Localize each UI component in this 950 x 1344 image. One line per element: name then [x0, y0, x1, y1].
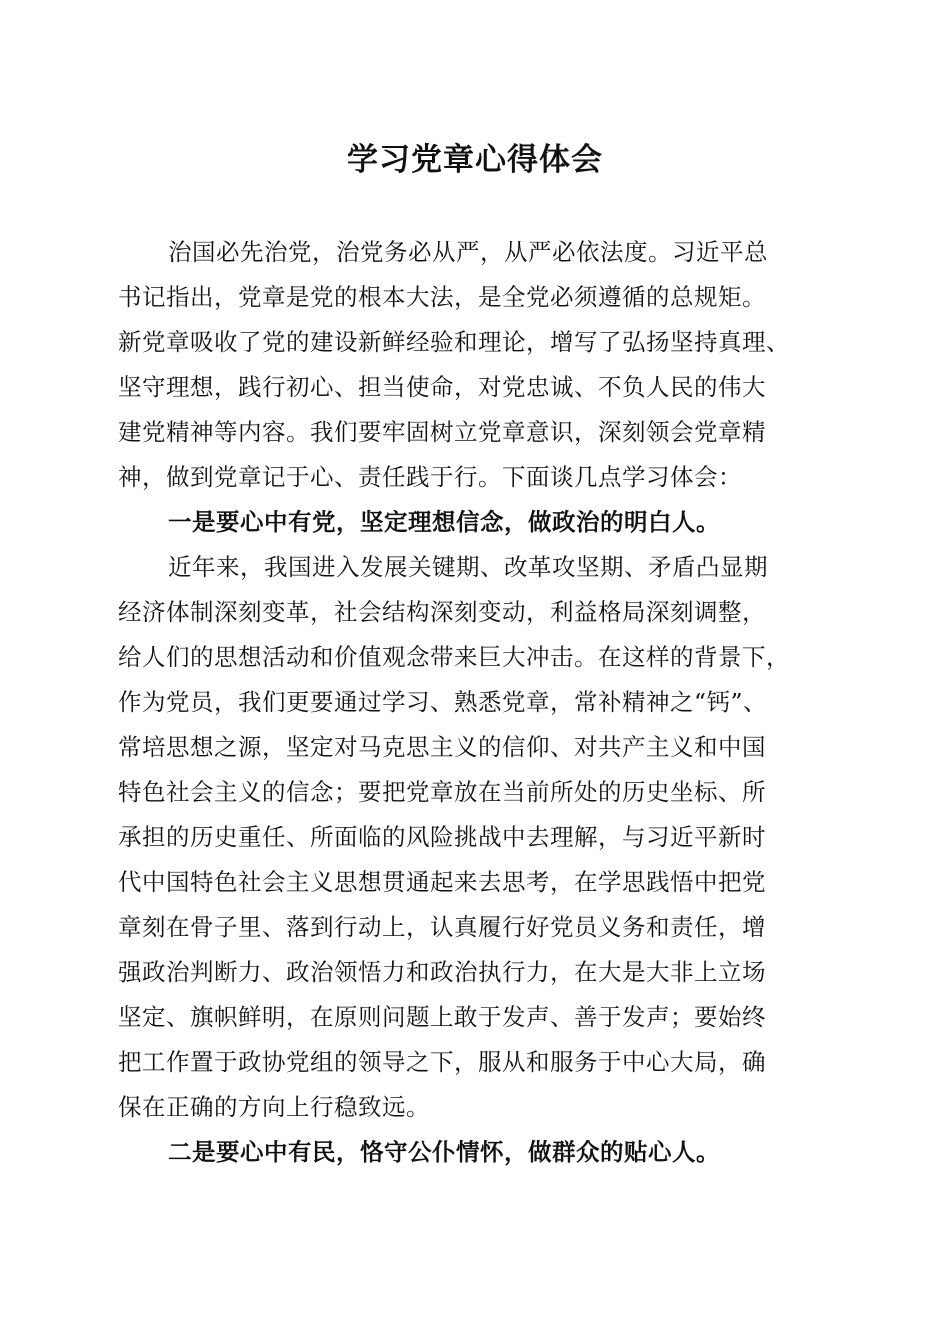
paragraph-line: 坚守理想，践行初心、担当使命，对党忠诚、不负人民的伟大	[118, 373, 766, 401]
section-heading: 二是要心中有民，恪守公仆情怀，做群众的贴心人。	[168, 1138, 720, 1166]
paragraph-line: 建党精神等内容。我们要牢固树立党章意识，深刻领会党章精	[118, 418, 766, 446]
paragraph-line: 代中国特色社会主义思想贯通起来去思考，在学思践悟中把党	[118, 868, 766, 896]
paragraph-line: 常培思想之源，坚定对马克思主义的信仰、对共产主义和中国	[118, 733, 766, 761]
document-body	[118, 230, 830, 1175]
paragraph-line: 治国必先治党，治党务必从严，从严必依法度。习近平总	[168, 238, 768, 266]
paragraph-line: 经济体制深刻变革，社会结构深刻变动，利益格局深刻调整，	[118, 598, 766, 626]
paragraph-line: 特色社会主义的信念；要把党章放在当前所处的历史坐标、所	[118, 778, 766, 806]
paragraph-line: 强政治判断力、政治领悟力和政治执行力，在大是大非上立场	[118, 958, 766, 986]
paragraph-line: 新党章吸收了党的建设新鲜经验和理论，增写了弘扬坚持真理、	[118, 328, 790, 356]
paragraph-line: 近年来，我国进入发展关键期、改革攻坚期、矛盾凸显期	[168, 553, 768, 581]
paragraph-line: 保在正确的方向上行稳致远。	[118, 1093, 430, 1121]
document-title: 学习党章心得体会	[347, 142, 603, 178]
paragraph-line: 作为党员，我们更要通过学习、熟悉党章，常补精神之“钙”、	[118, 688, 768, 716]
paragraph-line: 给人们的思想活动和价值观念带来巨大冲击。在这样的背景下，	[118, 643, 790, 671]
paragraph-line: 书记指出，党章是党的根本大法，是全党必须遵循的总规矩。	[118, 283, 766, 311]
paragraph-line: 坚定、旗帜鲜明，在原则问题上敢于发声、善于发声；要始终	[118, 1003, 766, 1031]
paragraph-line: 把工作置于政协党组的领导之下，服从和服务于中心大局，确	[118, 1048, 766, 1076]
paragraph-line: 神，做到党章记于心、责任践于行。下面谈几点学习体会：	[118, 463, 742, 491]
section-heading: 一是要心中有党，坚定理想信念，做政治的明白人。	[168, 508, 720, 536]
paragraph-line: 承担的历史重任、所面临的风险挑战中去理解，与习近平新时	[118, 823, 766, 851]
paragraph-line: 章刻在骨子里、落到行动上，认真履行好党员义务和责任，增	[118, 913, 766, 941]
